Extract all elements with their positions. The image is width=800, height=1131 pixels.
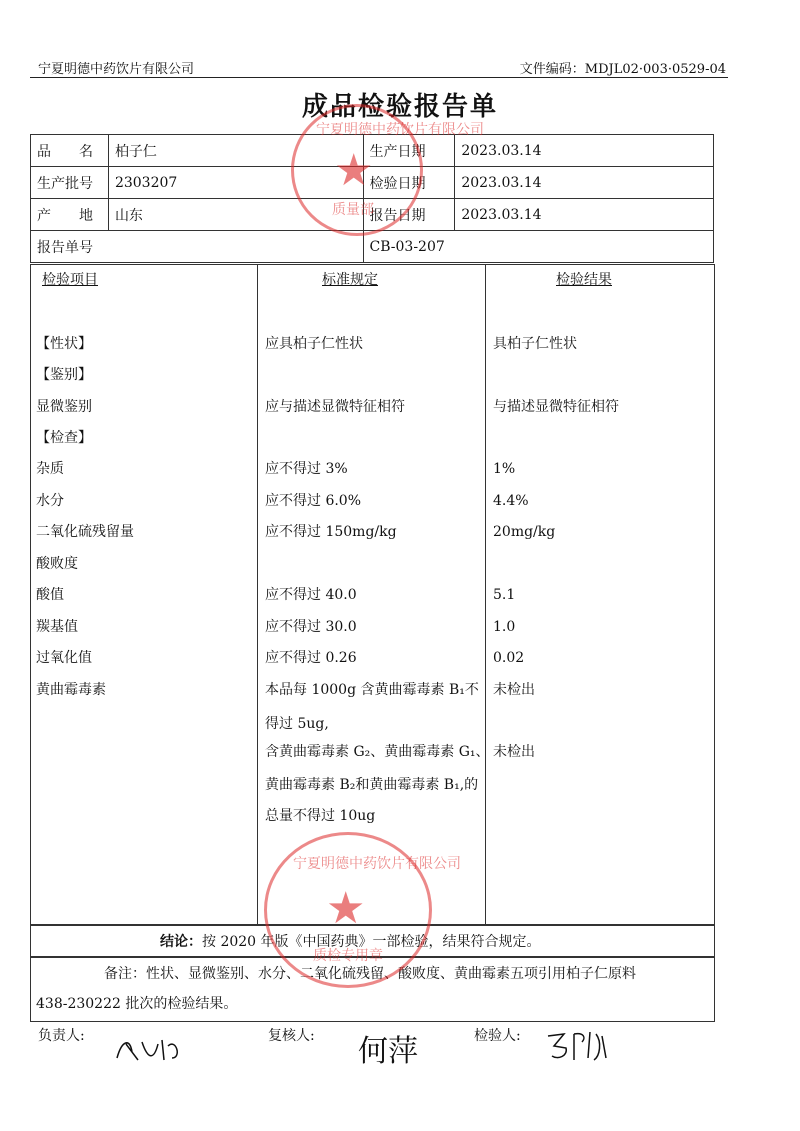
seal-star-icon: ★ (334, 145, 374, 196)
col-header-result: 检验结果 (556, 272, 612, 288)
top-seal-bottom-text: 质量部 (332, 202, 374, 218)
report-no-label: 报告单号 (31, 231, 364, 263)
aflatoxin-standard-line5: 总量不得过 10ug (265, 808, 376, 824)
reviewer-label: 复核人: (268, 1028, 315, 1044)
row-item: 水分 (36, 493, 64, 509)
row-standard: 应具柏子仁性状 (265, 336, 363, 352)
row-standard: 应不得过 0.26 (265, 650, 357, 666)
row-item: 过氧化值 (36, 650, 92, 666)
file-code: 文件编码：MDJL02·003·0529-04 (519, 62, 726, 77)
row-result: 20mg/kg (493, 524, 556, 540)
name-label: 品 名 (31, 135, 109, 167)
row-standard: 应不得过 6.0% (265, 493, 362, 509)
inspector-signature (540, 1026, 620, 1066)
row-result: 具柏子仁性状 (493, 336, 577, 352)
row-item: 显微鉴别 (36, 399, 92, 415)
company-name: 宁夏明德中药饮片有限公司 (38, 62, 195, 77)
row-result: 未检出 (493, 682, 535, 698)
bottom-seal-bottom-text: 质检专用章 (313, 948, 383, 964)
batch-value: 2303207 (108, 167, 363, 199)
batch-label: 生产批号 (31, 167, 109, 199)
col-header-standard: 标准规定 (322, 272, 378, 288)
bottom-seal-ring-text: 宁夏明德中药饮片有限公司 (293, 856, 461, 872)
row-item: 二氧化硫残留量 (36, 524, 134, 540)
remark-line2: 438-230222 批次的检验结果。 (36, 996, 238, 1012)
header-rule (30, 77, 728, 78)
responsible-signature (112, 1030, 192, 1066)
row-result: 0.02 (493, 650, 525, 666)
top-seal-ring-text: 宁夏明德中药饮片有限公司 (316, 122, 484, 138)
reviewer-signature: 何萍 (358, 1034, 418, 1069)
row-result: 1.0 (493, 619, 516, 635)
responsible-label: 负责人: (38, 1028, 85, 1044)
row-item: 【鉴别】 (36, 367, 92, 383)
row-item: 羰基值 (36, 619, 78, 635)
row-result: 1% (493, 461, 516, 477)
prod-date-label: 生产日期 (363, 135, 455, 167)
aflatoxin-standard-line3: 含黄曲霉毒素 G₂、黄曲霉毒素 G₁、 (265, 744, 490, 760)
origin-label: 产 地 (31, 199, 109, 231)
page-title: 成品检验报告单 (301, 92, 498, 122)
conclusion-label: 结论： (160, 934, 202, 950)
report-no-value: CB-03-207 (363, 231, 713, 263)
report-date-value: 2023.03.14 (455, 199, 714, 231)
aflatoxin-standard-line2: 得过 5ug, (265, 716, 329, 732)
remark-line1: 备注：性状、显微鉴别、水分、二氧化硫残留、酸败度、黄曲霉素五项引用柏子仁原料 (104, 966, 636, 982)
prod-date-value: 2023.03.14 (455, 135, 714, 167)
inspector-label: 检验人: (474, 1028, 521, 1044)
row-standard: 应与描述显微特征相符 (265, 399, 405, 415)
row-result: 与描述显微特征相符 (493, 399, 619, 415)
row-standard: 应不得过 150mg/kg (265, 524, 397, 540)
row-item: 酸值 (36, 587, 64, 603)
row-standard: 应不得过 30.0 (265, 619, 357, 635)
aflatoxin-result-2: 未检出 (493, 744, 535, 760)
row-standard: 本品每 1000g 含黄曲霉毒素 B₁不 (265, 682, 479, 698)
test-date-label: 检验日期 (363, 167, 455, 199)
row-result: 4.4% (493, 493, 529, 509)
origin-value: 山东 (108, 199, 363, 231)
row-item: 杂质 (36, 461, 64, 477)
test-date-value: 2023.03.14 (455, 167, 714, 199)
col-divider-2 (485, 264, 486, 925)
name-value: 柏子仁 (108, 135, 363, 167)
row-item: 【检查】 (36, 430, 92, 446)
seal-star-icon: ★ (326, 883, 366, 934)
col-divider-1 (257, 264, 258, 925)
row-item: 黄曲霉毒素 (36, 682, 106, 698)
conclusion-text: 按 2020 年版《中国药典》一部检验，结果符合规定。 (202, 934, 541, 950)
results-box (30, 264, 715, 926)
row-result: 5.1 (493, 587, 516, 603)
row-item: 【性状】 (36, 336, 92, 352)
row-standard: 应不得过 3% (265, 461, 348, 477)
row-standard: 应不得过 40.0 (265, 587, 357, 603)
col-header-item: 检验项目 (42, 272, 98, 288)
row-item: 酸败度 (36, 556, 78, 572)
aflatoxin-standard-line4: 黄曲霉毒素 B₂和黄曲霉毒素 B₁,的 (265, 777, 479, 793)
report-date-label: 报告日期 (363, 199, 455, 231)
